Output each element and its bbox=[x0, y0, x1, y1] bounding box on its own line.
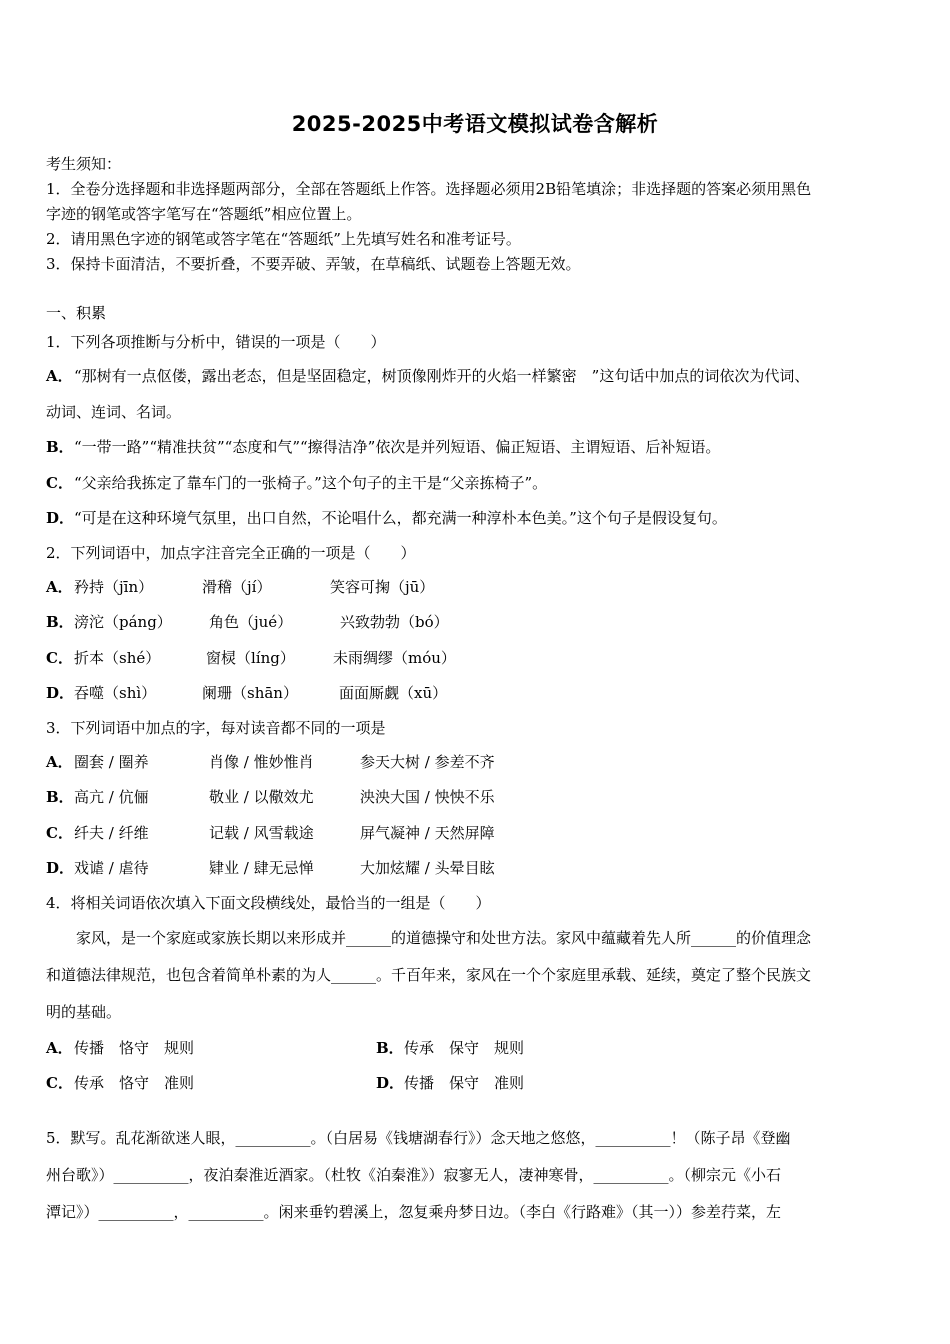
question-stem: 4．将相关词语依次填入下面文段横线处，最恰当的一组是（ ） bbox=[46, 893, 491, 912]
question-stem: 1．下列各项推断与分析中，错误的一项是（ ） bbox=[46, 333, 386, 351]
option-a: A．“那树有一点伛偻，露出老态，但是坚固稳定，树顶像刚炸开的火焰一样繁密 ”这句话中加点的词依次为代词、 bbox=[46, 367, 810, 385]
option-text: “那树有一点伛偻，露出老态，但是坚固稳定，树顶像刚炸开的火焰一样繁密 ”这句话中加点的词依次为代词、 bbox=[74, 367, 810, 385]
notice-item: 3．保持卡面清洁，不要折叠，不要弄破、弄皱，在草稿纸、试题卷上答题无效。 bbox=[46, 255, 581, 273]
option-row bbox=[46, 1066, 904, 1102]
notice-block bbox=[46, 152, 904, 277]
option-b: B．高亢 / 伉俪 敬业 / 以儆效尤 泱泱大国 / 怏怏不乐 bbox=[46, 788, 495, 806]
option-a: A．矜持（jīn） 滑稽（jí） 笑容可掬（jū） bbox=[46, 577, 435, 596]
notice-heading: 考生须知： bbox=[46, 155, 122, 173]
question-stem: 3．下列词语中加点的字，每对读音都不同的一项是 bbox=[46, 718, 386, 737]
question-5 bbox=[46, 1120, 904, 1231]
option-row bbox=[46, 1031, 904, 1067]
question-1 bbox=[46, 326, 904, 537]
passage-line: 家风，是一个家庭或家族长期以来形成并______的道德操守和处世方法。家风中蕴藏着先人所______的价值理念 bbox=[76, 928, 812, 947]
option-d: D．吞噬（shì） 阑珊（shān） 面面厮觑（xū） bbox=[46, 684, 448, 702]
option-c: C．传承 恪守 准则 bbox=[46, 1074, 195, 1092]
section-heading: 一、积累 bbox=[46, 304, 107, 322]
question-stem: 2．下列词语中，加点字注音完全正确的一项是（ ） bbox=[46, 543, 416, 562]
option-c: C．“父亲给我拣定了靠车门的一张椅子。”这个句子的主干是“父亲拣椅子”。 bbox=[46, 473, 548, 492]
option-b: B．滂沱（páng） 角色（jué） 兴致勃勃（bó） bbox=[46, 613, 449, 631]
option-b: B．传承 保守 规则 bbox=[376, 1038, 525, 1057]
question-3 bbox=[46, 712, 904, 887]
option-a-continued: 动词、连词、名词。 bbox=[46, 402, 182, 421]
option-d: D．“可是在这种环境气氛里，出口自然，不论唱什么，都充满一种淳朴本色美。”这个句子是假设复句。 bbox=[46, 509, 727, 527]
option-a: A．传播 恪守 规则 bbox=[46, 1038, 195, 1057]
option-b: B．“一带一路”“精准扶贫”“态度和气”“擦得洁净”依次是并列短语、偏正短语、主谓短语、后补短语。 bbox=[46, 438, 721, 456]
option-text: “可是在这种环境气氛里，出口自然，不论唱什么，都充满一种淳朴本色美。”这个句子是假设复句。 bbox=[74, 509, 727, 527]
option-c: C．折本（shé） 窗棂（líng） 未雨绸缪（móu） bbox=[46, 648, 456, 667]
exam-page bbox=[46, 108, 904, 1231]
question-line: 5．默写。乱花渐欲迷人眼，__________。（白居易《钱塘湖春行》）念天地之悠悠，__________！（陈子昂《登幽 bbox=[46, 1128, 791, 1147]
passage-line: 和道德法律规范，也包含着简单朴素的为人______。千百年来，家风在一个个家庭里承载、延续，奠定了整个民族文 bbox=[46, 965, 812, 984]
question-4 bbox=[46, 887, 904, 1102]
question-line: 潭记》）__________，__________。闲来垂钓碧溪上，忽复乘舟梦日边。（李白《行路难》（其一））参差荇菜，左 bbox=[46, 1202, 782, 1221]
passage-line: 明的基础。 bbox=[46, 1002, 122, 1021]
notice-item: 1．全卷分选择题和非选择题两部分，全部在答题纸上作答。选择题必须用2B铅笔填涂；非选择题的答案必须用黑色 bbox=[46, 180, 812, 198]
question-line: 州台歌》）__________，夜泊秦淮近酒家。（杜牧《泊秦淮》）寂寥无人，凄神寒骨，__________。（柳宗元《小石 bbox=[46, 1165, 782, 1184]
option-text: “父亲给我拣定了靠车门的一张椅子。”这个句子的主干是“父亲拣椅子”。 bbox=[74, 473, 548, 492]
question-2 bbox=[46, 537, 904, 712]
notice-item: 2．请用黑色字迹的钢笔或答字笔在“答题纸”上先填写姓名和准考证号。 bbox=[46, 230, 521, 248]
option-c: C．纤夫 / 纤维 记载 / 风雪载途 屏气凝神 / 天然屏障 bbox=[46, 823, 495, 842]
option-a: A．圈套 / 圈养 肖像 / 惟妙惟肖 参天大树 / 参差不齐 bbox=[46, 752, 495, 771]
page-title: 2025-2025中考语文模拟试卷含解析 bbox=[291, 112, 659, 136]
option-d: D．传播 保守 准则 bbox=[376, 1074, 525, 1092]
notice-item: 字迹的钢笔或答字笔写在“答题纸”相应位置上。 bbox=[46, 205, 362, 223]
option-d: D．戏谑 / 虐待 肄业 / 肆无忌惮 大加炫耀 / 头晕目眩 bbox=[46, 859, 495, 877]
option-text: “一带一路”“精准扶贫”“态度和气”“擦得洁净”依次是并列短语、偏正短语、主谓短语、后补短语。 bbox=[74, 438, 721, 456]
